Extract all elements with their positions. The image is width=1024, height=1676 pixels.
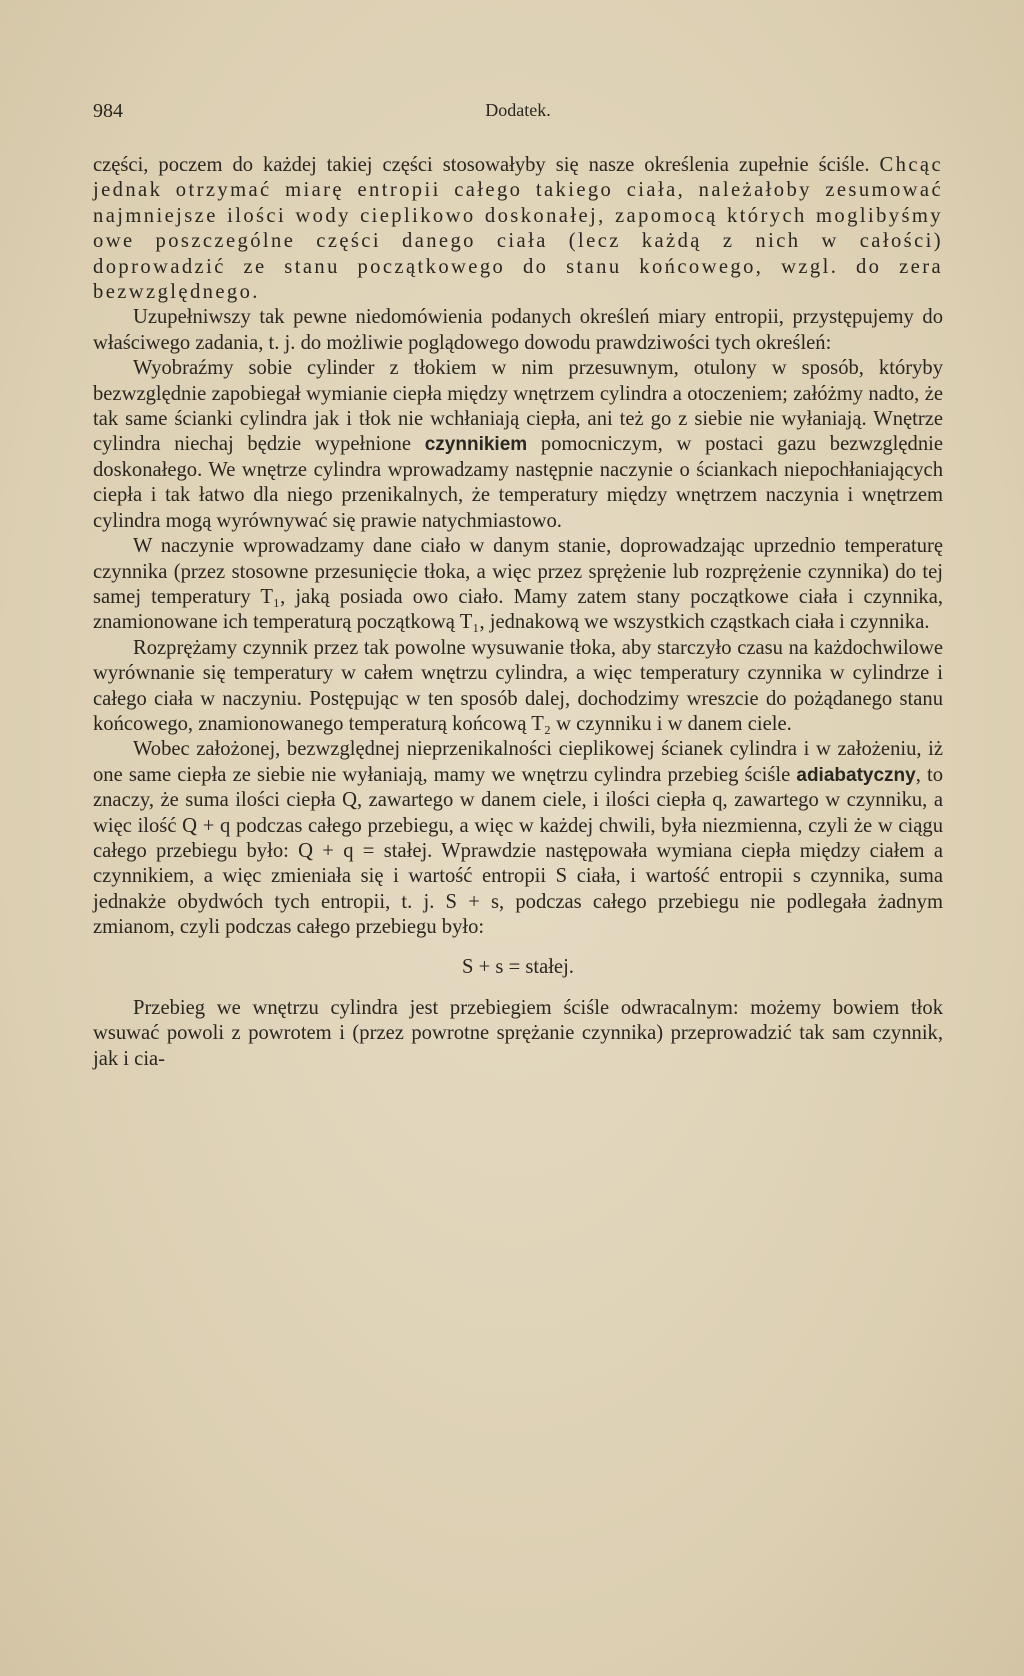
paragraph: Wyobraźmy sobie cylinder z tłokiem w nim przesuwnym, otulony w sposób, któryby bezwzględnie zapobiegał wymianie ciepła między wnętrzem cylindra a otoczeniem; załóżmy nadto, że tak same ścianki cylindra jak i tłok nie wchłaniają ciepła, ani też go z siebie nie wyłaniają. Wnętrze cylindra niechaj będzie wypełnione czynnikiem pomocniczym, w postaci gazu bezwzględnie doskonałego. We wnętrze cylindra wprowadzamy następnie naczynie o ściankach niepochłaniających ciepła i tak łatwo dla niego przenikalnych, że temperatury między wnętrzem naczynia i wnętrzem cylindra mogą wyrównywać się prawie natychmiastowo. <box>93 357 943 532</box>
paragraph: Rozprężamy czynnik przez tak powolne wysuwanie tłoka, aby starczyło czasu na każdochwilowe wyrównanie się temperatury w całem wnętrzu cylindra, a więc temperatury czynnika w cylindrze i całego ciała w naczyniu. Postępując w ten sposób dalej, dochodzimy wreszcie do pożądanego stanu końcowego, znamionowanego temperaturą końcową T₂ w czynniku i w danem ciele. <box>93 636 943 735</box>
body-text <box>93 153 943 1072</box>
paragraph: Wobec założonej, bezwzględnej nieprzenikalności cieplikowej ścianek cylindra i w założeniu, iż one same ciepła ze siebie nie wyłaniają, mamy we wnętrzu cylindra przebieg ściśle adiabatyczny, to znaczy, że suma ilości ciepła Q, zawartego w danem ciele, i ilości ciepła q, zawartego w czynniku, a więc ilość Q + q podczas całego przebiegu, a więc w każdej chwili, była niezmienna, czyli że w ciągu całego przebiegu było: Q + q = stałej. Wprawdzie następowała wymiana ciepła między ciałem a czynnikiem, a więc zmieniała się i wartość entropii S ciała, i wartość entropii s czynnika, suma jednakże obydwóch tych entropii, t. j. S + s, podczas całego przebiegu nie podlegała żadnym zmianom, czyli podczas całego przebiegu było: <box>93 738 943 939</box>
paragraph: W naczynie wprowadzamy dane ciało w danym stanie, doprowadzając uprzednio temperaturę czynnika (przez stosowne przesunięcie tłoka, a więc przez sprężenie lub rozprężenie czynnika) do tej samej temperatury T₁, jaką posiada owo ciało. Mamy zatem stany początkowe ciała i czynnika, znamionowane ich temperaturą początkową T₁, jednakową we wszystkich cząstkach ciała i czynnika. <box>93 535 943 634</box>
page-header <box>93 100 943 130</box>
bold-term: adiabatyczny <box>796 764 916 786</box>
spaced-text: Chcąc jednak otrzymać miarę entropii całego takiego ciała, należałoby zesumować najmniejsze ilości wody cieplikowo doskonałej, zapomocą których moglibyśmy owe poszczególne części danego ciała (lecz każdą z nich w całości) doprowadzić ze stanu początkowego do stanu końcowego, wzgl. do zera bezwzględnego. <box>93 154 943 304</box>
running-head: Dodatek. <box>485 100 551 120</box>
paragraph: części, poczem do każdej takiej części stosowałyby się nasze określenia zupełnie ściśle. Chcąc jednak otrzymać miarę entropii całego takiego ciała, należałoby zesumować najmniejsze ilości wody cieplikowo doskonałej, zapomocą których moglibyśmy owe poszczególne części danego ciała (lecz każdą z nich w całości) doprowadzić ze stanu początkowego do stanu końcowego, wzgl. do zera bezwzględnego. <box>93 154 943 304</box>
paragraph: Uzupełniwszy tak pewne niedomówienia podanych określeń miary entropii, przystępujemy do właściwego zadania, t. j. do możliwie poglądowego dowodu prawdziwości tych określeń: <box>93 306 943 354</box>
bold-term: czynnikiem <box>424 434 528 456</box>
paragraph: Przebieg we wnętrzu cylindra jest przebiegiem ściśle odwracalnym: możemy bowiem tłok wsuwać powoli z powrotem i (przez powrotne sprężanie czynnika) przeprowadzić tak sam czynnik, jak i cia- <box>93 997 943 1070</box>
page-number: 984 <box>93 100 123 122</box>
equation: S + s = stałej. <box>462 955 574 978</box>
